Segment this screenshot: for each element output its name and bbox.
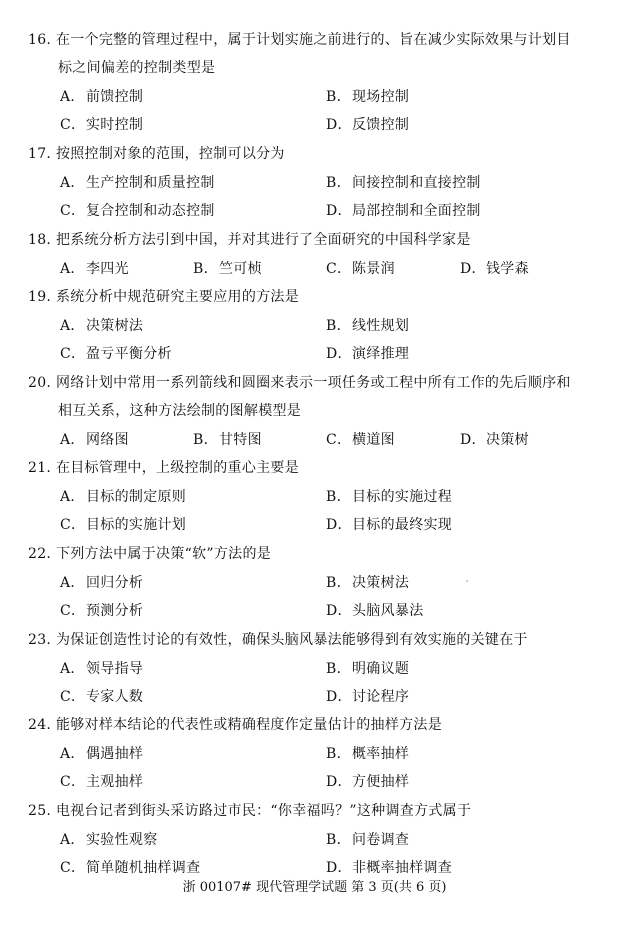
question-16-option-a: A．前馈控制: [60, 89, 144, 105]
question-21-option-c: C．目标的实施计划: [60, 517, 187, 533]
question-24-option-c: C．主观抽样: [60, 774, 144, 790]
question-17-option-d: D．局部控制和全面控制: [326, 203, 481, 219]
question-21-option-a: A．目标的制定原则: [60, 489, 187, 505]
question-19-option-a: A．决策树法: [60, 318, 144, 334]
question-25-option-c: C．简单随机抽样调查: [60, 860, 201, 876]
question-23-stem: [28, 626, 618, 654]
question-17-stem: [28, 140, 618, 168]
question-20-option-b: B．甘特图: [193, 432, 262, 448]
question-16-stem-continued: 标之间偏差的控制类型是: [58, 60, 216, 76]
question-18-option-c: C．陈景润: [326, 261, 395, 277]
question-17-option-b: B．间接控制和直接控制: [326, 175, 481, 191]
question-number: 22.: [28, 546, 52, 562]
question-19-option-b: B．线性规划: [326, 318, 410, 334]
question-text: 电视台记者到街头采访路过市民：“你幸福吗？”这种调查方式属于: [55, 803, 472, 819]
question-18-option-d: D．钱学森: [460, 261, 529, 277]
question-24-stem: [28, 711, 618, 739]
question-22-option-a: A．回归分析: [60, 575, 144, 591]
question-text: 把系统分析方法引到中国，并对其进行了全面研究的中国科学家是: [55, 232, 471, 248]
question-22-option-c: C．预测分析: [60, 603, 144, 619]
question-23-option-a: A．领导指导: [60, 661, 144, 677]
question-number: 17.: [28, 146, 52, 162]
question-17-option-a: A．生产控制和质量控制: [60, 175, 215, 191]
question-number: 16.: [28, 32, 52, 48]
question-text: 下列方法中属于决策“软”方法的是: [55, 546, 272, 562]
question-25-option-a: A．实验性观察: [60, 832, 158, 848]
question-24-option-d: D．方便抽样: [326, 774, 410, 790]
question-text: 在一个完整的管理过程中，属于计划实施之前进行的、旨在减少实际效果与计划目: [55, 32, 571, 48]
question-number: 18.: [28, 232, 52, 248]
question-18-option-b: B．竺可桢: [193, 261, 262, 277]
question-number: 19.: [28, 289, 52, 305]
question-text: 网络计划中常用一系列箭线和圆圈来表示一项任务或工程中所有工作的先后顺序和: [55, 375, 571, 391]
question-16-option-b: B．现场控制: [326, 89, 410, 105]
question-number: 21.: [28, 460, 52, 476]
question-25-stem: [28, 797, 618, 825]
question-20-stem: [28, 369, 618, 397]
question-20-option-c: C．横道图: [326, 432, 395, 448]
question-24-option-a: A．偶遇抽样: [60, 746, 144, 762]
question-18-stem: [28, 226, 618, 254]
question-19-stem: [28, 283, 618, 311]
question-number: 24.: [28, 717, 52, 733]
question-25-option-d: D．非概率抽样调查: [326, 860, 453, 876]
question-16-option-d: D．反馈控制: [326, 117, 410, 133]
question-25-option-b: B．问卷调查: [326, 832, 410, 848]
question-23-option-b: B．明确议题: [326, 661, 410, 677]
question-16-option-c: C．实时控制: [60, 117, 144, 133]
question-text: 为保证创造性讨论的有效性，确保头脑风暴法能够得到有效实施的关键在于: [55, 632, 528, 648]
question-22-option-d: D．头脑风暴法: [326, 603, 424, 619]
question-number: 23.: [28, 632, 52, 648]
scan-speck: [466, 580, 468, 582]
question-text: 系统分析中规范研究主要应用的方法是: [55, 289, 300, 305]
question-23-option-c: C．专家人数: [60, 689, 144, 705]
question-21-option-d: D．目标的最终实现: [326, 517, 453, 533]
question-19-option-c: C．盈亏平衡分析: [60, 346, 172, 362]
question-21-option-b: B．目标的实施过程: [326, 489, 453, 505]
question-text: 能够对样本结论的代表性或精确程度作定量估计的抽样方法是: [55, 717, 443, 733]
question-16-stem: [28, 26, 618, 54]
question-19-option-d: D．演绎推理: [326, 346, 410, 362]
question-24-option-b: B．概率抽样: [326, 746, 410, 762]
question-text: 按照控制对象的范围，控制可以分为: [55, 146, 285, 162]
question-20-option-a: A．网络图: [60, 432, 129, 448]
question-23-option-d: D．讨论程序: [326, 689, 410, 705]
question-21-stem: [28, 454, 618, 482]
question-22-stem: [28, 540, 618, 568]
question-text: 在目标管理中，上级控制的重心主要是: [55, 460, 300, 476]
page-footer: 浙 00107# 现代管理学试题 第 3 页(共 6 页): [182, 880, 447, 895]
question-20-stem-continued: 相互关系，这种方法绘制的图解模型是: [58, 403, 302, 419]
question-22-option-b: B．决策树法: [326, 575, 410, 591]
question-number: 20.: [28, 375, 52, 391]
question-20-option-d: D．决策树: [460, 432, 529, 448]
question-17-option-c: C．复合控制和动态控制: [60, 203, 215, 219]
question-18-option-a: A．李四光: [60, 261, 129, 277]
question-number: 25.: [28, 803, 52, 819]
